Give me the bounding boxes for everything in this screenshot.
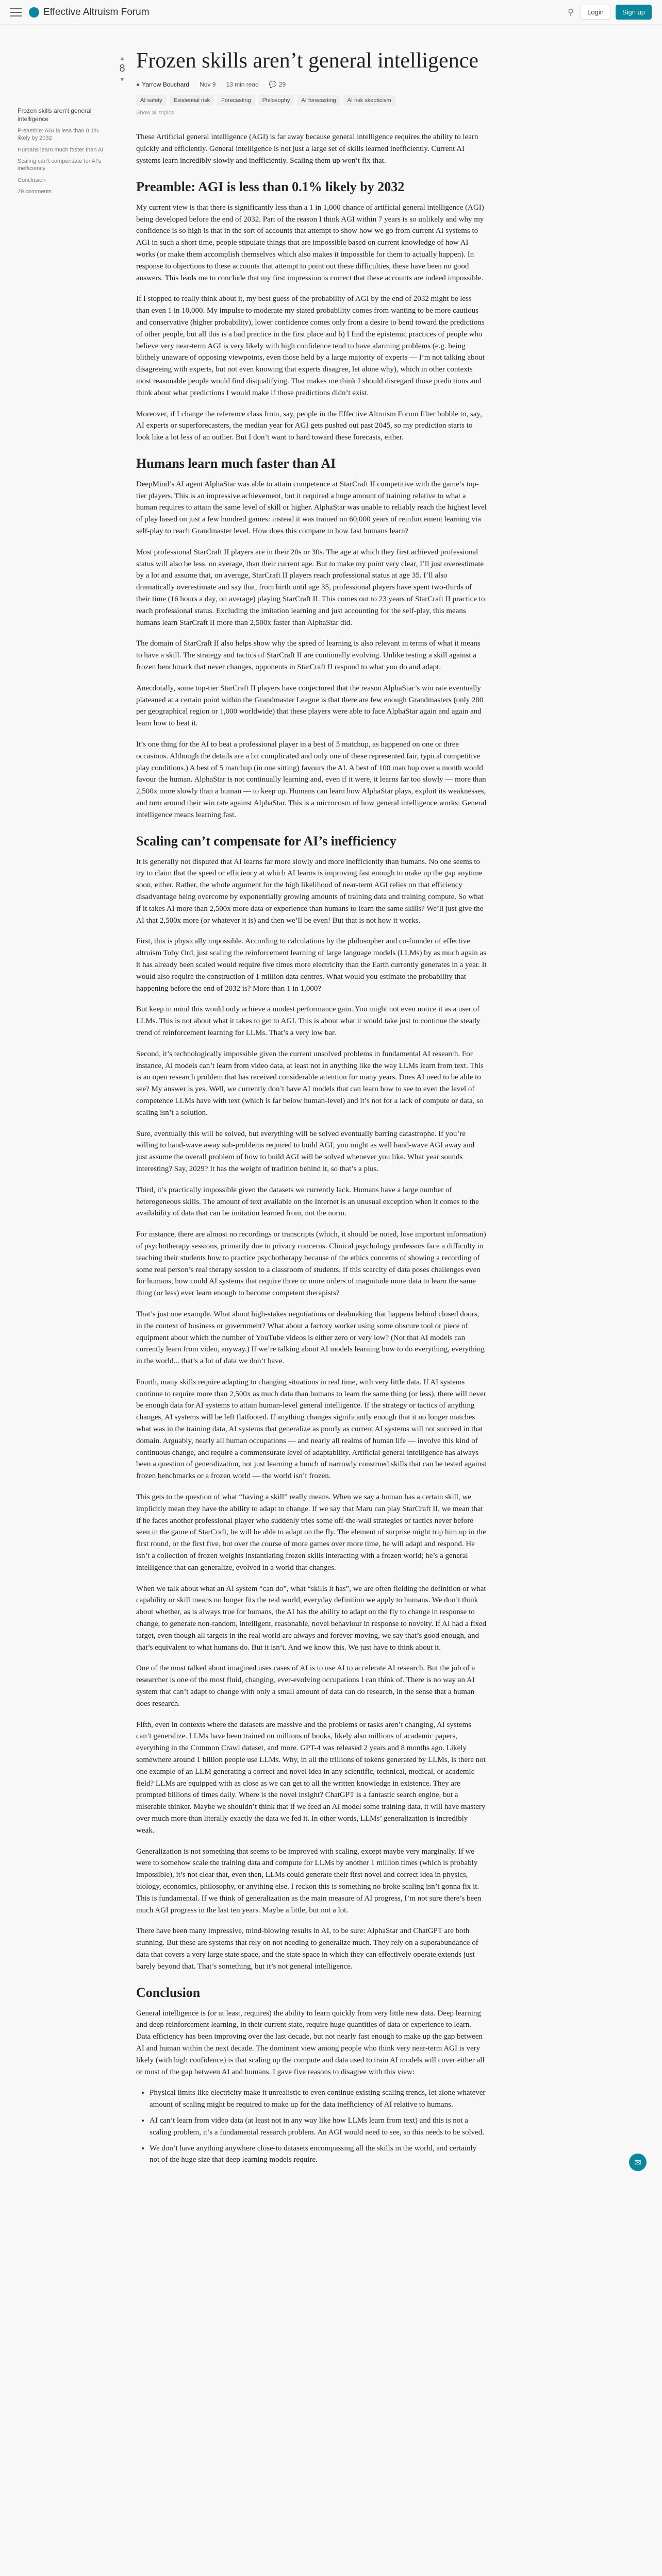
author-avatar-icon: ● <box>136 81 140 89</box>
body-paragraph: My current view is that there is significantly less than a 1 in 1,000 chance of artificial general intelligence (AGI) being developed before the end of 2032. Part of the reason I think AGI within 7 years is so unlikely and why my confidence is so high is that in the sort of accounts that attempt to show how we go from current AI systems to AGI in such a short time, people stipulate things that are impossible based on current knowledge of how AI works (or make them accomplish themselves which also makes it impossible for them to actually happen). In response to objections to these accounts that attempt to point out these difficulties, these have been no good answers. This leads me to conclude that my first impression is correct that these accounts are indeed impossible. <box>136 203 484 282</box>
post-body <box>136 131 487 2166</box>
toc-item-humans-learn[interactable]: Humans learn much faster than AI <box>18 146 104 153</box>
body-paragraph: The domain of StarCraft II also helps show why the speed of learning is also relevant in terms of what it means to have a skill. The strategy and tactics of StarCraft II are continually evolving. Unlike testing a skill against a frozen benchmark that never changes, opponents in StarCraft II respond to what you do and adapt. <box>136 639 481 672</box>
chat-bubble-icon[interactable]: ✉ <box>629 2154 647 2171</box>
intro-paragraph: These Artificial general intelligence (AGI) is far away because general intelligence requires the ability to learn quickly and efficiently. General intelligence is not just a large set of skills learned inefficiently. Current AI systems learn incredibly slowly and inefficiently. Scaling them up won’t fix that. <box>136 133 478 165</box>
vote-widget <box>113 25 131 2175</box>
body-paragraph: But keep in mind this would only achieve a modest performance gain. You might not even notice it as a user of LLMs. This is not about what it takes to get to AGI. This is about what it would take just to continue the steady trend of reinforcement learning for LLMs. That’s a very low bar. <box>136 1005 481 1037</box>
post-author[interactable]: Yarrow Bouchard <box>142 81 190 89</box>
body-paragraph: Anecdotally, some top-tier StarCraft II players have conjectured that the reason AlphaStar’s win rate eventually plateaued at a certain point within the Grandmaster League is that there are few enough Grandmasters (only 200 per geographical region or 1,000 worldwide) that these players were able to face AlphaStar again and again and learn how to beat it. <box>136 684 484 728</box>
post-main <box>131 25 487 2175</box>
forum-logo-icon[interactable] <box>29 7 39 18</box>
body-paragraph: First, this is physically impossible. According to calculations by the philosopher and co-founder of effective altruism Toby Ord, just scaling the reinforcement learning of large language models (LLMs) by as much again as it has already been scaled would require five times more electricity than the Earth currently generates in a year. It would also require the construction of 1 million data centres. What would you estimate the probability that happening before the end of 2032 is? More than 1 in 1,000? <box>136 937 487 993</box>
body-paragraph: For instance, there are almost no recordings or transcripts (which, it should be noted, lose important information) of psychotherapy sessions, primarily due to privacy concerns. Clinical psychology professors face a difficulty in teaching their students how to practice psychotherapy because of the ethics concerns of showing a recording of some real person’s real therapy session to a classroom of students. If this scarcity of data poses challenges even for humans, how could AI systems that require three or more orders of magnitude more data to learn the same thing (or less) ever learn enough to become competent therapists? <box>136 1230 486 1298</box>
post-read-time: 13 min read <box>226 81 259 89</box>
body-paragraph: It is generally not disputed that AI learns far more slowly and more inefficiently than humans. No one seems to try to claim that the speed or efficiency at which AI learns is improving fast enough to make up the gap anytime soon, either. Rather, the whole argument for the high likelihood of near-term AGI relies on that efficiency disadvantage being overcome by exponentially growing amounts of training data and training compute. So what if it takes AI more than 2,500x more data or experience than humans to learn the same skills? We’ll just give the AI that 2,500x more (or whatever it is) and then we’ll be even! But that is not how it works. <box>136 857 484 925</box>
list-item: • Physical limits like electricity make it unrealistic to even continue existing scaling trends, let alone whatever amount of scaling might be required to make up for the data inefficiency of AI relative to humans. <box>150 2087 487 2111</box>
body-paragraph: Fourth, many skills require adapting to changing situations in real time, with very little data. If AI systems continue to require more than 2,500x as much data than humans to learn the same thing (or less), there will never be enough data for AI systems to attain human-level general intelligence. If the strategy or tactics of anything changes, AI systems will be left flatfooted. If anything changes significantly enough that it no longer matches what was in the training data, AI systems that generalize as poorly as current AI systems will not succeed in that domain. Arguably, nearly all human occupations — and nearly all realms of human life — involve this kind of continuous change, and require a commensurate level of adaptability. Artificial general intelligence has always been a question of generalization, not just learning a bunch of narrowly construed skills that can be tested against frozen benchmarks or a frozen world — the world isn’t frozen. <box>136 1378 487 1481</box>
body-paragraph: Sure, eventually this will be solved, but everything will be solved eventually barring catastrophe. If you’re willing to hand-wave away sub-problems required to build AGI, you might as well hand-wave AGI away and just assume the overall problem of how to build AGI will be solved whenever you like. What year sounds interesting? Say, 2029? It has the weight of tradition behind it, so that’s a plus. <box>136 1129 475 1173</box>
list-item: • We don’t have anything anywhere close-to datasets encompassing all the skills in the world, and certainly not of the huge size that deep learning models require. <box>150 2143 487 2166</box>
post-title: Frozen skills aren’t general intelligence <box>136 49 478 73</box>
table-of-contents <box>0 25 113 2175</box>
post-meta: ● Yarrow Bouchard · Nov 9 · 13 min read · 💬 29 <box>136 81 286 89</box>
body-paragraph: That’s just one example. What about high-stakes negotiations or dealmaking that happens behind closed doors, in the context of business or government? What about a factory worker using some obscure tool or piece of equipment about which the number of YouTube videos is either zero or very low? (Not that AI models can currently learn from video, anyway.) If we’re talking about AI models learning how to do everything, everything in the world... that’s a lot of data we don’t have. <box>136 1310 485 1366</box>
body-paragraph: Third, it’s practically impossible given the datasets we currently lack. Humans have a large number of heterogeneous skills. The amount of text available on the Internet is an unusual exception when it comes to the availability of data that can be imitation learned from, not the norm. <box>136 1185 479 1218</box>
toc-item-conclusion[interactable]: Conclusion <box>18 177 46 183</box>
list-item: • AI can’t learn from video data (at least not in any way like how LLMs learn from text) and this is not a scaling problem, it’s a fundamental research problem. An AGI would need to see, so this needs to be solved. <box>150 2115 487 2139</box>
body-paragraph: One of the most talked about imagined uses cases of AI is to use AI to accelerate AI research. But the job of a researcher is one of the most fluid, changing, ever-evolving occupations I can think of. There is no way an AI system that can’t adapt to change with only a small amount of data can do research, in the sense that a human does research. <box>136 1664 475 1708</box>
post-comments[interactable]: 29 <box>278 81 286 89</box>
conclusion-list <box>136 2087 487 2166</box>
body-paragraph: Second, it’s technologically impossible given the current unsolved problems in fundamental AI research. For instance, AI models can’t learn from video data, at least not in anything like the way LLMs learn from text. This is an open research problem that has received considerable attention for many years. Does AI need to be able to see? My answer is yes. Well, we currently don’t have AI models that can learn how to see to even the level of competence LLMs have with text (which is far below human-level) and it’s not for a lack of compute or data, so scaling isn’t a solution. <box>136 1049 484 1117</box>
search-icon[interactable]: ⚲ <box>568 7 574 17</box>
body-paragraph: This gets to the question of what “having a skill” really means. When we say a human has a certain skill, we implicitly mean they have the ability to adapt to change. If we say that Maru can play StarCraft II, we mean that if he faces another professional player who suddenly tries some off-the-wall strategies or tactics never before seen in the game of StarCraft, he will be able to adapt on the fly. The element of surprise might trip him up in the first round, or the first five, but over the course of more games over more time, he will adapt and respond. He isn’t a collection of frozen weights instantiating frozen skills interacting with a frozen world; he’s a general intelligence that can generalize, evolved in a world that changes. <box>136 1493 486 1572</box>
body-paragraph: Moreover, if I change the reference class from, say, people in the Effective Altruism Forum filter bubble to, say, AI experts or superforecasters, the median year for AGI gets pushed out past 2045, so my prediction starts to look like a lot less of an outlier. But I don’t want to hard toward these forecasts, either. <box>136 410 482 442</box>
post-date: Nov 9 <box>200 81 216 89</box>
tag-forecasting[interactable]: Forecasting <box>217 95 255 106</box>
body-paragraph: DeepMind’s AI agent AlphaStar was able to attain competence at StarCraft II competitive with the game’s top-tier players. This is an impressive achievement, but it required a huge amount of training relative to what a human requires to attain the same level of skill or higher. AlphaStar was unable to reliably reach the highest level of play based on just a few hundred games: instead it was trained on 60,000 years of reinforcement learning via self-play to reach Grandmaster level. How does this compare to how fast humans learn? <box>136 480 487 536</box>
signup-button[interactable]: Sign up <box>616 5 652 20</box>
body-paragraph: If I stopped to really think about it, my best guess of the probability of AGI by the end of 2032 might be less than even 1 in 10,000. My impulse to moderate my stated probability comes from wanting to be more cautious and conservative (higher probability), lower confidence comes only from a desire to bend toward the predictions of other people, but all this is a bad practice in the first place and b) I find the epistemic practices of people who believe very near-term AGI is very likely with high confidence tend to have alarming problems (e.g. being blithely unaware of opposing viewpoints, even those held by a large majority of experts — I’m not talking about disagreeing with experts, but not even knowing that experts disagree, let alone why), which in other contexts most reasonable people would find disqualifying. That makes me think I should disregard those predictions and think about what predictions I would make if those predictions didn’t exist. <box>136 295 485 397</box>
body-paragraph: Fifth, even in contexts where the datasets are massive and the problems or tasks aren’t changing, AI systems can’t generalize. LLMs have been trained on millions of books, likely also millions of academic papers, everything in the Common Crawl dataset, and more. GPT-4 was released 2 years and 8 months ago. Likely somewhere around 1 billion people use LLMs. Why, in all the trillions of tokens generated by LLMs, is there not one example of an LLM generating a correct and novel idea in any scientific, technical, medical, or academic field? LLMs are equipped with as close as we can get to all the written knowledge in existence. They are prompted billions of times daily. Where is the novel insight? ChatGPT is a fantastic search engine, but a miserable thinker. Maybe we shouldn’t think that if we feed an AI model some training data, it will have mastery over much more than literally exactly the data we fed it. In other words, LLMs’ generalization is incredibly weak. <box>136 1720 486 1835</box>
tag-ai-safety[interactable]: AI safety <box>136 95 167 106</box>
post-score: 8 <box>119 63 125 74</box>
menu-icon[interactable] <box>10 8 22 16</box>
login-button[interactable]: Login <box>581 5 610 20</box>
upvote-icon[interactable]: ▲ <box>119 55 125 62</box>
toc-item-preamble[interactable]: Preamble: AGI is less than 0.1% likely by 2032 <box>18 128 99 142</box>
tags-row <box>136 95 487 106</box>
section-heading: Scaling can’t compensate for AI’s inefficiency <box>136 833 396 849</box>
toc-item-scaling[interactable]: Scaling can’t compensate for AI’s inefficiency <box>18 158 101 172</box>
body-paragraph: When we talk about what an AI system “can do”, what “skills it has”, we are often fielding the definition or what capability or skill means no longer fits the real world, everyday definition we apply to humans. We don’t think about whether, as is always true for humans, the AI has the ability to adapt on the fly to change in response to change, to generate non-random, intelligent, reasonable, novel behaviour in response to novelty. If AI had a fixed target, even though all targets in the real world are always and forever moving, we say that’s good enough, and that’s equivalent to what humans do. But it isn’t. And we know this. We just have to think about it. <box>136 1584 487 1652</box>
toc-title[interactable]: Frozen skills aren’t general intelligence <box>18 107 92 123</box>
comments-icon[interactable]: 💬 <box>269 81 277 89</box>
site-title[interactable]: Effective Altruism Forum <box>43 6 150 18</box>
toc-item-comments[interactable]: 29 comments <box>18 188 52 195</box>
section-heading: Preamble: AGI is less than 0.1% likely by 2032 <box>136 179 405 194</box>
tag-ai-risk-skepticism[interactable]: AI risk skepticism <box>343 95 395 106</box>
body-paragraph: Most professional StarCraft II players are in their 20s or 30s. The age at which they first achieved professional status will also be less, on average, than their current age. But to make my point very clear, I’ll just overestimate by a lot and assume that, on average, StarCraft II players reach professional status at age 35. I’ll also dramatically overestimate and say that, from birth until age 35, professional players have spent two-thirds of their time (16 hours a day, on average) playing StarCraft II. This comes out to 23 years of StarCraft II practice to reach professional status. Excluding the imitation learning and just accounting for the self-play, this means humans learn StarCraft II more than 2,500x faster than AlphaStar did. <box>136 548 485 627</box>
top-bar <box>0 0 662 25</box>
body-paragraph: General intelligence is (or at least, requires) the ability to learn quickly from very little new data. Deep learning and deep reinforcement learning, in their current state, require huge quantities of data or experience to learn. Data efficiency has been improving over the last decade, but not nearly fast enough to make up the gap between AI and human within the next decade. The dominant view among people who think very near-term AGI is very likely (with high confidence) is that scaling up the compute and data used to train AI models will cover either all or most of the gap between AI and humans. I gave five reasons to disagree with this view: <box>136 2009 485 2076</box>
tag-existential-risk[interactable]: Existential risk <box>170 95 214 106</box>
tag-ai-forecasting[interactable]: AI forecasting <box>297 95 340 106</box>
section-heading: Conclusion <box>136 1985 201 2000</box>
body-paragraph: There have been many impressive, mind-blowing results in AI, to be sure: AlphaStar and ChatGPT are both stunning. But these are systems that rely on not needing to generalize much. They rely on a superabundance of data that covers a very large state space, and the state space in which they can effectively operate extends just barely beyond that. That’s something, but it’s not general intelligence. <box>136 1927 478 1971</box>
section-heading: Humans learn much faster than AI <box>136 455 336 471</box>
show-all-topics-link[interactable]: Show all topics <box>136 110 174 116</box>
body-paragraph: It’s one thing for the AI to beat a professional player in a best of 5 matchup, as happened on one or three occasions. Although the details are a bit complicated and only one of these represented fair, typical competitive play conditions.) A best of 5 matchup (in one sitting) favours the AI. A best of 100 matchup over a month would favour the human. AlphaStar is not continually learning and, even if it were, it learns far too slowly — more than 2,500x more slowly than a human — to keep up. Humans can learn how AlphaStar plays, exploit its weaknesses, and turn around their win rate against AlphaStar. This is a microcosm of how general intelligence works: General intelligence means learning fast. <box>136 740 487 819</box>
body-paragraph: Generalization is not something that seems to be improved with scaling, except maybe very marginally. If we were to somehow scale the training data and compute for LLMs by another 1 million times (which is probably impossible), it’s not clear that, even then, LLMs could generate their first novel and correct idea in physics, biology, economics, philosophy, or anything else. I reckon this is something no broke scaling isn’t gonna fix it. This is fundamental. If we think of generalization as the main measure of AI progress, I’m not sure there’s been much AGI progress in the last ten years. Maybe a little, but not a lot. <box>136 1847 482 1914</box>
downvote-icon[interactable]: ▼ <box>119 76 125 83</box>
tag-philosophy[interactable]: Philosophy <box>258 95 294 106</box>
